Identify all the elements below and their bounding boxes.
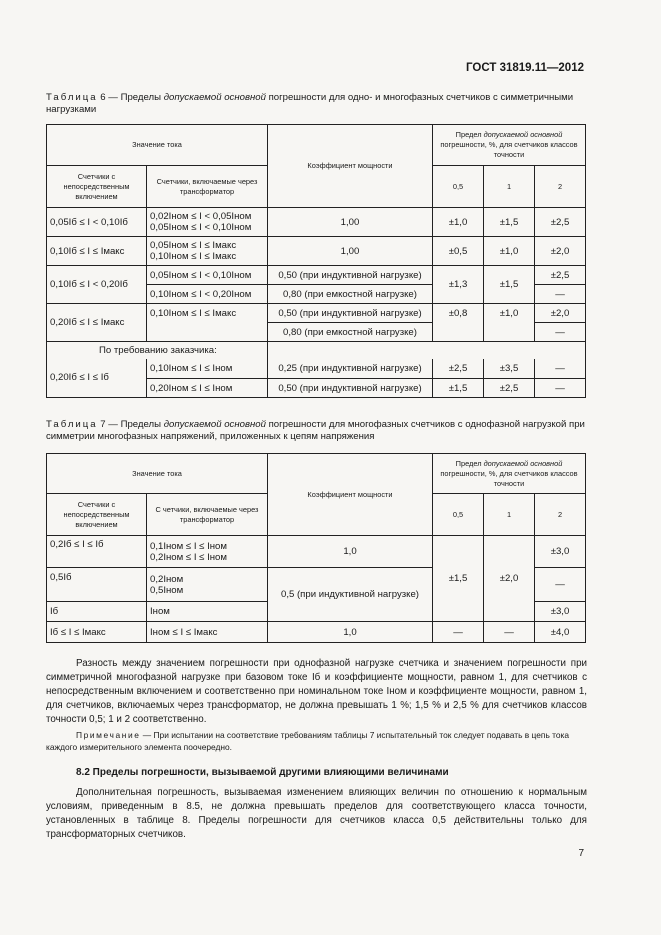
caption-label: Таблица <box>46 419 98 430</box>
table-row <box>47 622 586 643</box>
header-class-2: 2 <box>535 494 586 536</box>
header-power-factor: Коэффициент мощности <box>268 454 433 536</box>
caption-text: погрешности для многофазных счетчиков с однофазной нагрузкой при симметрии многофазных напряжений, приложенных к цепям напряжения <box>46 419 585 442</box>
cell <box>268 342 433 359</box>
cell: 0,05Iном ≤ I < 0,10Iном <box>147 266 268 285</box>
cell: 0,25 (при индуктивной нагрузке) <box>268 359 433 379</box>
cell: ±0,5 <box>433 237 484 266</box>
cell: Iб ≤ I ≤ Iмакс <box>47 622 147 643</box>
cell: ±2,5 <box>433 359 484 379</box>
cell: 0,50 (при индуктивной нагрузке) <box>268 379 433 398</box>
caption-number: 7 <box>100 419 106 430</box>
cell <box>433 342 484 359</box>
cell: 0,1Iном ≤ I ≤ Iном 0,2Iном ≤ I ≤ Iном <box>147 536 268 568</box>
cell: — <box>535 359 586 379</box>
cell: 0,10Iном ≤ I ≤ Iмакс <box>147 304 268 342</box>
header-direct: Счетчики с непосредственным включением <box>47 494 147 536</box>
cell: ±3,0 <box>535 536 586 568</box>
header-power-factor: Коэффициент мощности <box>268 125 433 208</box>
cell: 0,5 (при индуктивной нагрузке) <box>268 568 433 622</box>
header-transformer: Счетчики, включаемые через трансформатор <box>147 166 268 208</box>
cell: 0,2Iб ≤ I ≤ Iб <box>47 536 147 568</box>
cell: 0,10Iном ≤ I ≤ Iном <box>147 359 268 379</box>
table-6 <box>46 124 586 398</box>
cell: ±4,0 <box>535 622 586 643</box>
header-class-1: 1 <box>484 166 535 208</box>
cell: — <box>484 622 535 643</box>
cell: 0,2Iном 0,5Iном <box>147 568 268 602</box>
page-number: 7 <box>578 848 584 859</box>
cell: 0,10Iб ≤ I < 0,20Iб <box>47 266 147 304</box>
table-row <box>47 237 586 266</box>
cell: ±1,5 <box>484 208 535 237</box>
cell: — <box>535 379 586 398</box>
cell <box>484 342 535 359</box>
cell: ±2,5 <box>484 379 535 398</box>
cell: 1,0 <box>268 536 433 568</box>
cell: Iном <box>147 602 268 622</box>
cell: 1,00 <box>268 208 433 237</box>
cell: Iном ≤ I ≤ Iмакс <box>147 622 268 643</box>
cell: 0,80 (при емкостной нагрузке) <box>268 323 433 342</box>
header-limits: Предел допускаемой основной погрешности, %, для счетчиков классов точности <box>433 125 586 166</box>
cell: ±1,0 <box>484 237 535 266</box>
cell: 0,20Iб ≤ I ≤ Iмакс <box>47 304 147 342</box>
cell: Iб <box>47 602 147 622</box>
table6-caption <box>46 92 611 116</box>
section-heading: 8.2 Пределы погрешности, вызываемой другими влияющими величинами <box>76 767 449 778</box>
header-current: Значение тока <box>47 454 268 494</box>
caption-emphasis: допускаемой основной <box>163 419 266 430</box>
table-row <box>47 359 586 379</box>
cell <box>535 342 586 359</box>
cell: 0,05Iб ≤ I < 0,10Iб <box>47 208 147 237</box>
cell: ±2,5 <box>535 208 586 237</box>
table-row <box>47 304 586 323</box>
cell: 0,02Iном ≤ I < 0,05Iном 0,05Iном ≤ I < 0,10Iном <box>147 208 268 237</box>
cell: 0,50 (при индуктивной нагрузке) <box>268 304 433 323</box>
paragraph: Разность между значением погрешности при однофазной нагрузке счетчика и значением погрешности при симметричной многофазной нагрузке при базовом токе Iб и коэффициенте мощности, равном 1, для счетчиков с непосредственным включением и соответственно при номинальном токе Iном и коэффициенте мощности, равном 1, для счетчиков, включаемых через трансформатор, не должна превышать 1 %; 1,5 % и 2,5 % для счетчиков классов точности 0,5; 1 и 2 соответственно. <box>46 658 587 725</box>
cell: — <box>433 622 484 643</box>
caption-emphasis: допускаемой основной <box>163 92 266 103</box>
cell: — <box>535 323 586 342</box>
cell: — <box>535 285 586 304</box>
cell: ±1,3 <box>433 266 484 304</box>
table-row <box>47 342 586 359</box>
header-class-2: 2 <box>535 166 586 208</box>
cell: ±1,0 <box>484 304 535 342</box>
caption-text: — Пределы <box>105 419 164 430</box>
cell: 1,0 <box>268 622 433 643</box>
cell: ±1,5 <box>433 379 484 398</box>
header-class-0-5: 0,5 <box>433 494 484 536</box>
cell: 0,10Iном ≤ I < 0,20Iном <box>147 285 268 304</box>
standard-number: ГОСТ 31819.11—2012 <box>466 62 584 74</box>
cell: 0,20Iном ≤ I ≤ Iном <box>147 379 268 398</box>
table-row <box>47 536 586 568</box>
cell: 0,50 (при индуктивной нагрузке) <box>268 266 433 285</box>
note-text: — При испытании на соответствие требованиям таблицы 7 испытательный ток следует подавать в цепь тока каждого измерительного элемента поочередно. <box>46 730 570 752</box>
caption-number: 6 <box>100 92 106 103</box>
header-class-0-5: 0,5 <box>433 166 484 208</box>
header-transformer: С четчики, включаемые через трансформатор <box>147 494 268 536</box>
caption-text: — Пределы <box>105 92 164 103</box>
table-row <box>47 208 586 237</box>
cell: 0,10Iб ≤ I ≤ Iмакс <box>47 237 147 266</box>
cell: ±2,0 <box>535 304 586 323</box>
header-direct: Счетчики с непосредственным включением <box>47 166 147 208</box>
header-limits: Предел допускаемой основной погрешности, %, для счетчиков классов точности <box>433 454 586 494</box>
caption-text: погрешности для одно- и многофазных счетчиков с симметричными нагрузками <box>46 92 574 115</box>
cell: По требованию заказчика: <box>47 342 268 359</box>
cell: 1,00 <box>268 237 433 266</box>
cell: ±3,0 <box>535 602 586 622</box>
note <box>46 729 587 753</box>
cell: ±1,0 <box>433 208 484 237</box>
cell: ±1,5 <box>484 266 535 304</box>
cell: ±3,5 <box>484 359 535 379</box>
cell: ±2,5 <box>535 266 586 285</box>
cell: ±2,0 <box>484 536 535 622</box>
cell: ±1,5 <box>433 536 484 622</box>
cell: 0,20Iб ≤ I ≤ Iб <box>47 359 147 398</box>
cell: 0,80 (при емкостной нагрузке) <box>268 285 433 304</box>
paragraph: Дополнительная погрешность, вызываемая изменением влияющих величин по отношению к нормальным условиям, приведенным в 8.5, не должна превышать пределов для соответствующего класса точности, установленных в таблице 8. Пределы погрешности для счетчиков класса 0,5 действительны только для трансформаторных счетчиков. <box>46 787 587 840</box>
header-current: Значение тока <box>47 125 268 166</box>
cell: 0,5Iб <box>47 568 147 602</box>
cell: ±0,8 <box>433 304 484 342</box>
cell: — <box>535 568 586 602</box>
cell: 0,05Iном ≤ I ≤ Iмакс 0,10Iном ≤ I ≤ Iмакс <box>147 237 268 266</box>
table-row <box>47 266 586 285</box>
table7-caption <box>46 419 611 443</box>
table-7 <box>46 453 586 643</box>
header-class-1: 1 <box>484 494 535 536</box>
caption-label: Таблица <box>46 92 98 103</box>
note-label: Примечание <box>76 730 141 740</box>
cell: ±2,0 <box>535 237 586 266</box>
